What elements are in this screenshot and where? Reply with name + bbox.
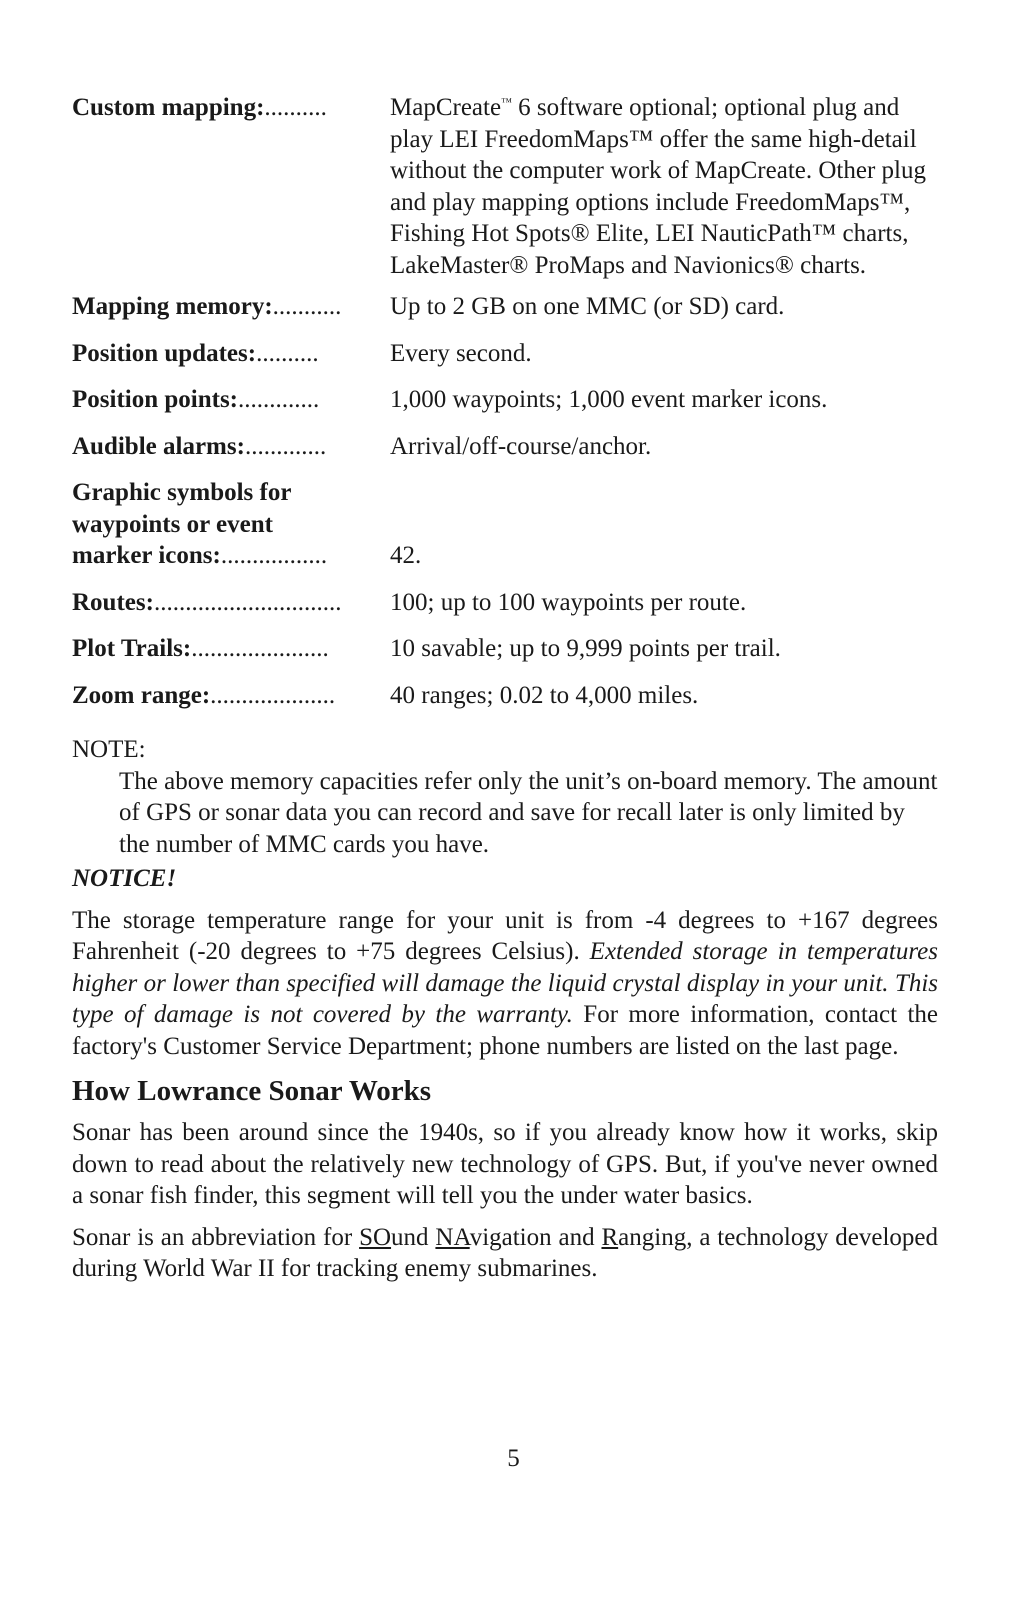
spec-routes: [72, 587, 938, 619]
spec-label-line: waypoints or event: [72, 510, 273, 538]
leader-dots: .............: [238, 386, 320, 413]
spec-label: Position updates:: [72, 339, 257, 367]
note-body: The above memory capacities refer only the unit’s on-board memory. The amount of GPS or sonar data you can record and save for recall later is only limited by the number of MMC cards you have.: [119, 767, 938, 858]
leader-dots: ..........: [264, 94, 327, 121]
para-text: vigation and: [469, 1223, 602, 1251]
spec-value: Up to 2 GB on one MMC (or SD) card.: [390, 293, 785, 320]
spec-label: Routes:: [72, 588, 154, 616]
spec-value-cont: 6 software optional; optional plug and play LEI FreedomMaps™ offer the same high-detail without the computer work of MapCreate. Other plug and play mapping options include FreedomMaps™, Fishing Hot Spots® Elite, LEI NauticPath™ charts, LakeMaster® ProMaps and Navionics® charts.: [390, 94, 926, 279]
leader-dots: ..............................: [153, 588, 342, 616]
leader-dots: ...........: [272, 293, 342, 320]
spec-audible-alarms: [72, 431, 938, 463]
leader-dots: .................: [220, 542, 328, 569]
leader-dots: ......................: [191, 635, 329, 662]
spec-label-line: Graphic symbols for: [72, 479, 292, 506]
notice-text: The storage temperature range for your unit is from -4 degrees to +167 degrees Fahrenheit (-20 degrees to +75 degrees Celsius).: [72, 906, 938, 965]
spec-zoom-range: [72, 680, 938, 712]
spec-value: 40 ranges; 0.02 to 4,000 miles.: [390, 681, 699, 709]
trademark-symbol: ™: [501, 96, 512, 109]
spec-value: Every second.: [390, 339, 532, 367]
spec-custom-mapping: [72, 92, 938, 281]
notice-heading: NOTICE!: [72, 865, 177, 892]
notice-body: [72, 905, 938, 1063]
notice-text-cont: For more information, contact the factory's Customer Service Department; phone numbers are listed on the last page.: [72, 1001, 938, 1060]
spec-label: Mapping memory:: [72, 293, 273, 320]
notice-warning-text: Extended storage in temperatures higher or lower than specified will damage the liquid crystal display in your unit. This type of damage is not covered by the warranty.: [72, 938, 938, 1028]
spec-graphic-symbols: [72, 477, 938, 572]
underlined-letters: SO: [359, 1223, 392, 1251]
manual-page: [72, 92, 938, 1285]
leader-dots: ....................: [210, 681, 336, 709]
leader-dots: .............: [244, 432, 327, 460]
section-paragraph: Sonar has been around since the 1940s, so if you already know how it works, skip down to read about the relatively new technology of GPS. But, if you've never owned a sonar fish finder, this segment will tell you the under water basics.: [72, 1119, 938, 1209]
spec-label: Position points:: [72, 386, 239, 413]
page-number: 5: [507, 1445, 520, 1472]
para-text: anging, a technology developed during World War II for tracking enemy submarines.: [72, 1223, 938, 1282]
underlined-letters: NA: [435, 1223, 470, 1251]
spec-mapping-memory: [72, 291, 938, 323]
section-heading: How Lowrance Sonar Works: [72, 1075, 432, 1107]
spec-position-points: [72, 384, 938, 416]
spec-label: Zoom range:: [72, 681, 211, 709]
spec-label: Custom mapping:: [72, 94, 265, 121]
spec-value: Arrival/off-course/anchor.: [390, 432, 652, 460]
para-text: Sonar is an abbreviation for: [72, 1223, 360, 1251]
spec-value: 1,000 waypoints; 1,000 event marker icons.: [390, 386, 828, 413]
spec-label: marker icons:: [72, 542, 221, 569]
spec-value: MapCreate: [390, 94, 502, 121]
section-paragraph-sonar: [72, 1222, 938, 1285]
leader-dots: ..........: [256, 339, 319, 367]
spec-position-updates: [72, 338, 938, 370]
spec-value: 42.: [390, 542, 422, 569]
para-text: und: [391, 1223, 436, 1251]
spec-label: Plot Trails:: [72, 635, 192, 662]
spec-plot-trails: [72, 633, 938, 665]
spec-value: 100; up to 100 waypoints per route.: [390, 588, 747, 616]
note-heading: NOTE:: [72, 736, 146, 763]
spec-value: 10 savable; up to 9,999 points per trail.: [390, 635, 781, 662]
spec-label: Audible alarms:: [72, 432, 245, 460]
underlined-letters: R: [601, 1223, 619, 1251]
